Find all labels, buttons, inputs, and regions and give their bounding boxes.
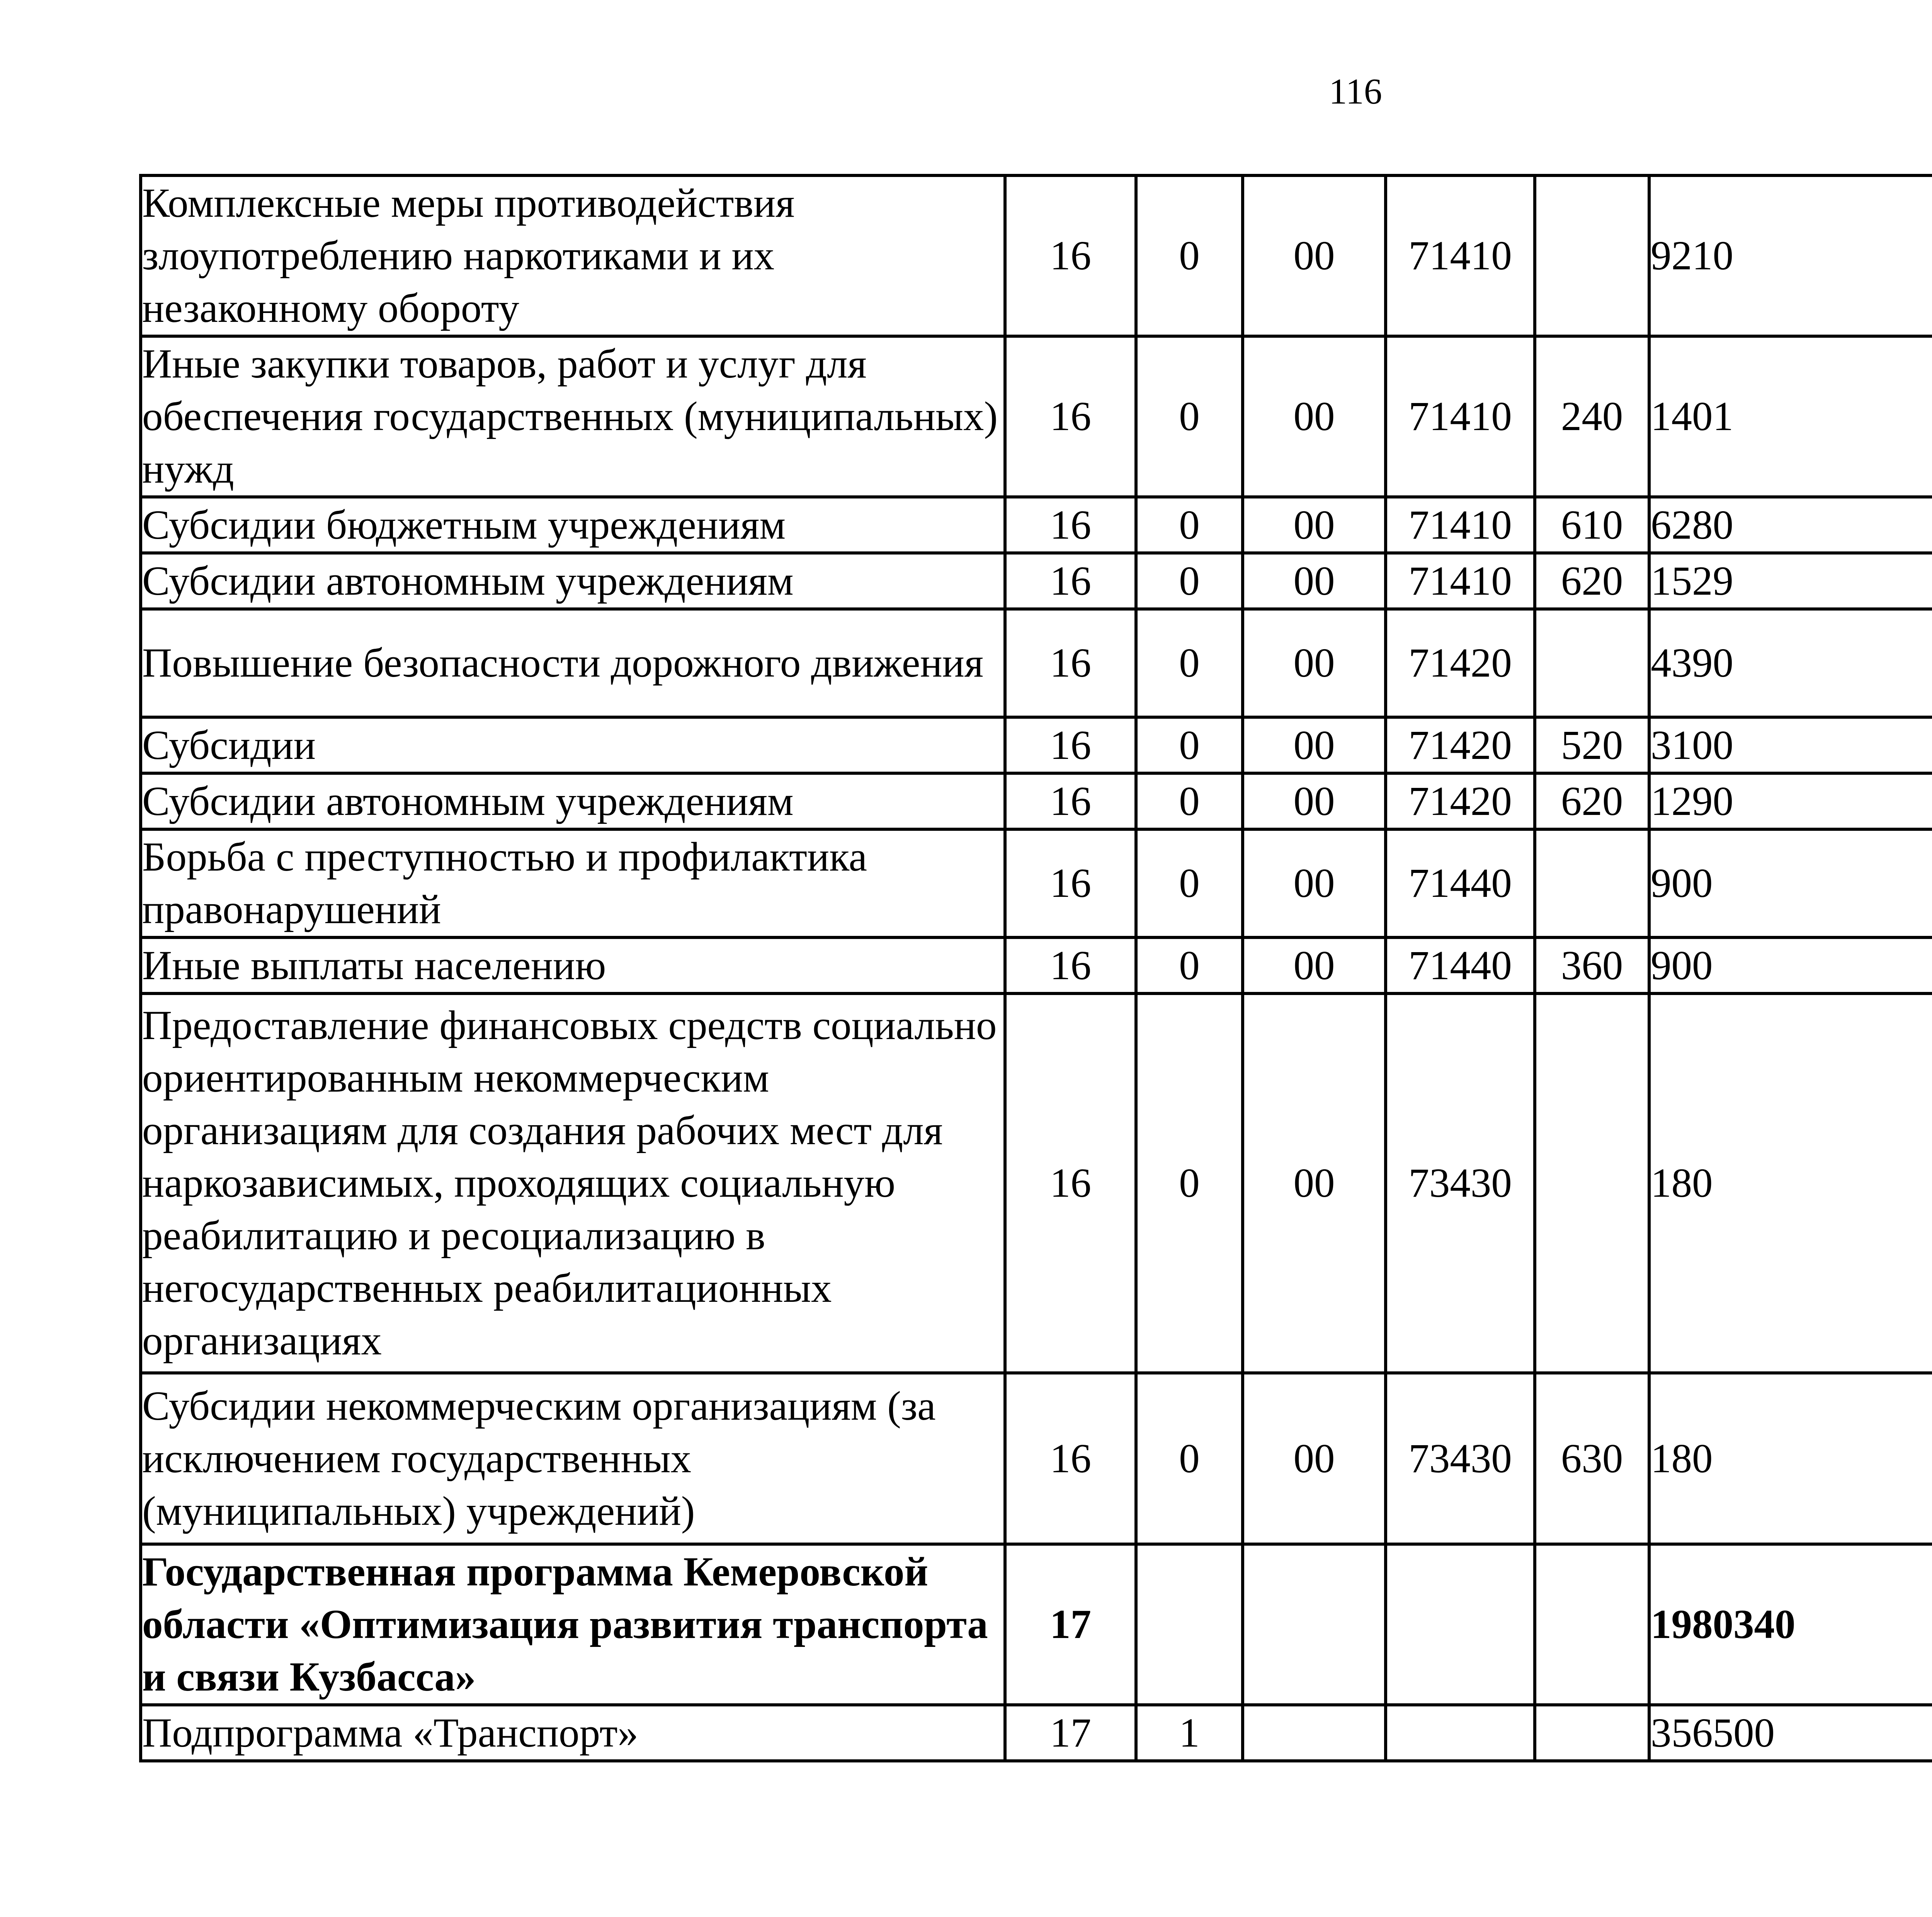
- table-row: [141, 937, 1932, 993]
- code-section: 16: [1005, 993, 1136, 1373]
- code-section: 16: [1005, 937, 1136, 993]
- code-expense-type: 610: [1535, 497, 1649, 553]
- code-direction: 71420: [1386, 717, 1535, 773]
- code-direction: 71420: [1386, 609, 1535, 717]
- row-name: Государственная программа Кемеровской области «Оптимизация развития транспорта и связи Кузбасса»: [141, 1544, 1005, 1705]
- code-expense-type: [1535, 993, 1649, 1373]
- table-row-program-total: [141, 1544, 1932, 1705]
- code-activity: [1243, 1544, 1386, 1705]
- code-expense-type: 630: [1535, 1373, 1649, 1544]
- code-direction: 71410: [1386, 175, 1535, 336]
- code-subprogram: 0: [1136, 497, 1243, 553]
- amount-year-1: 4390: [1649, 609, 1932, 717]
- amount-year-1: 6280: [1649, 497, 1932, 553]
- code-direction: 71440: [1386, 829, 1535, 937]
- code-activity: 00: [1243, 829, 1386, 937]
- row-name: Субсидии автономным учреждениям: [141, 553, 1005, 609]
- code-section: 16: [1005, 773, 1136, 829]
- code-subprogram: 0: [1136, 773, 1243, 829]
- row-name: Субсидии бюджетным учреждениям: [141, 497, 1005, 553]
- code-subprogram: 0: [1136, 553, 1243, 609]
- code-section: 16: [1005, 553, 1136, 609]
- code-subprogram: 0: [1136, 609, 1243, 717]
- row-name: Подпрограмма «Транспорт»: [141, 1705, 1005, 1761]
- code-section: 16: [1005, 1373, 1136, 1544]
- code-expense-type: [1535, 175, 1649, 336]
- amount-year-1: 1401: [1649, 336, 1932, 497]
- code-expense-type: 620: [1535, 773, 1649, 829]
- table-row: [141, 336, 1932, 497]
- code-subprogram: 1: [1136, 1705, 1243, 1761]
- code-section: 16: [1005, 497, 1136, 553]
- code-direction: 71420: [1386, 773, 1535, 829]
- code-expense-type: [1535, 1544, 1649, 1705]
- code-direction: [1386, 1544, 1535, 1705]
- code-activity: [1243, 1705, 1386, 1761]
- amount-year-1: 1290: [1649, 773, 1932, 829]
- table-row: [141, 829, 1932, 937]
- table-row: [141, 993, 1932, 1373]
- code-subprogram: 0: [1136, 937, 1243, 993]
- code-expense-type: 520: [1535, 717, 1649, 773]
- table-row: [141, 773, 1932, 829]
- code-subprogram: 0: [1136, 175, 1243, 336]
- code-expense-type: 620: [1535, 553, 1649, 609]
- code-expense-type: [1535, 1705, 1649, 1761]
- code-subprogram: 0: [1136, 1373, 1243, 1544]
- row-name: Иные выплаты населению: [141, 937, 1005, 993]
- code-subprogram: 0: [1136, 336, 1243, 497]
- code-activity: 00: [1243, 773, 1386, 829]
- amount-year-1: 9210: [1649, 175, 1932, 336]
- code-direction: 71440: [1386, 937, 1535, 993]
- row-name: Субсидии автономным учреждениям: [141, 773, 1005, 829]
- row-name: Иные закупки товаров, работ и услуг для обеспечения государственных (муниципальных) нужд: [141, 336, 1005, 497]
- amount-year-1: 1980340: [1649, 1544, 1932, 1705]
- code-expense-type: [1535, 609, 1649, 717]
- code-expense-type: 240: [1535, 336, 1649, 497]
- table-row: [141, 497, 1932, 553]
- amount-year-1: 900: [1649, 829, 1932, 937]
- table-row: [141, 553, 1932, 609]
- table-row: [141, 1705, 1932, 1761]
- code-direction: 73430: [1386, 1373, 1535, 1544]
- code-section: 16: [1005, 336, 1136, 497]
- code-activity: 00: [1243, 937, 1386, 993]
- code-activity: 00: [1243, 497, 1386, 553]
- code-section: 16: [1005, 609, 1136, 717]
- code-activity: 00: [1243, 717, 1386, 773]
- row-name: Субсидии некоммерческим организациям (за исключением государственных (муниципальных) учреждений): [141, 1373, 1005, 1544]
- code-subprogram: 0: [1136, 993, 1243, 1373]
- code-subprogram: [1136, 1544, 1243, 1705]
- code-section: 17: [1005, 1705, 1136, 1761]
- code-activity: 00: [1243, 553, 1386, 609]
- code-section: 16: [1005, 175, 1136, 336]
- amount-year-1: 180: [1649, 993, 1932, 1373]
- code-subprogram: 0: [1136, 829, 1243, 937]
- code-section: 16: [1005, 717, 1136, 773]
- code-activity: 00: [1243, 336, 1386, 497]
- code-direction: 73430: [1386, 993, 1535, 1373]
- row-name: Комплексные меры противодействия злоупотреблению наркотиками и их незаконному обороту: [141, 175, 1005, 336]
- code-direction: 71410: [1386, 553, 1535, 609]
- page-number: 116: [1329, 71, 1382, 112]
- code-direction: [1386, 1705, 1535, 1761]
- code-section: 17: [1005, 1544, 1136, 1705]
- row-name: Субсидии: [141, 717, 1005, 773]
- row-name: Борьба с преступностью и профилактика правонарушений: [141, 829, 1005, 937]
- row-name: Предоставление финансовых средств социально ориентированным некоммерческим организациям для создания рабочих мест для наркозависимых, проходящих социальную реабилитацию и ресоциализацию в негосударственных реабилитационных организациях: [141, 993, 1005, 1373]
- row-name: Повышение безопасности дорожного движения: [141, 609, 1005, 717]
- table-row: [141, 1373, 1932, 1544]
- code-activity: 00: [1243, 993, 1386, 1373]
- table-row: [141, 609, 1932, 717]
- code-subprogram: 0: [1136, 717, 1243, 773]
- amount-year-1: 180: [1649, 1373, 1932, 1544]
- table-row: [141, 175, 1932, 336]
- amount-year-1: 900: [1649, 937, 1932, 993]
- code-expense-type: [1535, 829, 1649, 937]
- amount-year-1: 3100: [1649, 717, 1932, 773]
- code-section: 16: [1005, 829, 1136, 937]
- amount-year-1: 1529: [1649, 553, 1932, 609]
- code-activity: 00: [1243, 175, 1386, 336]
- code-direction: 71410: [1386, 497, 1535, 553]
- code-activity: 00: [1243, 609, 1386, 717]
- code-expense-type: 360: [1535, 937, 1649, 993]
- code-direction: 71410: [1386, 336, 1535, 497]
- table-row: [141, 717, 1932, 773]
- amount-year-1: 356500: [1649, 1705, 1932, 1761]
- budget-table: [139, 174, 1932, 1762]
- code-activity: 00: [1243, 1373, 1386, 1544]
